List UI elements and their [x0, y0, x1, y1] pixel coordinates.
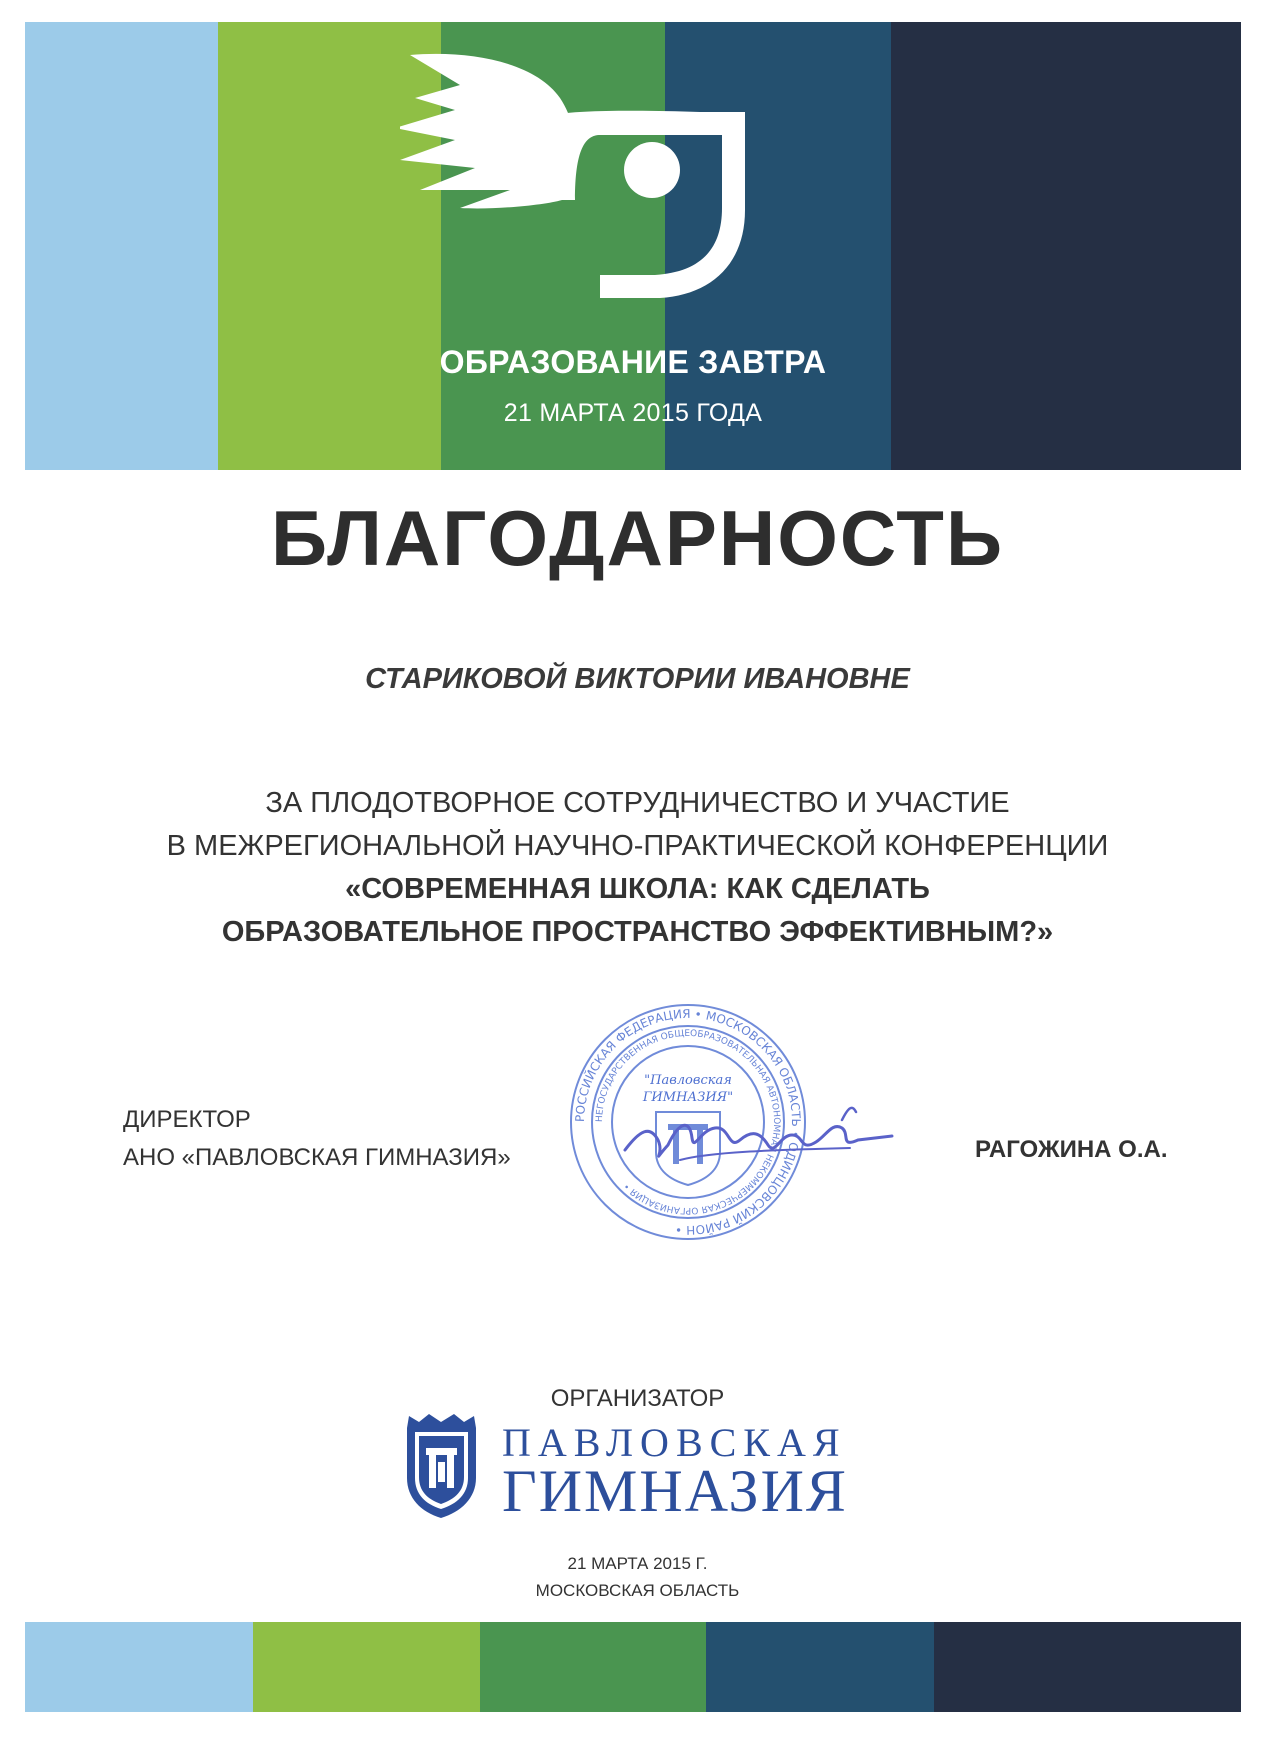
band-stripe-navy — [934, 1622, 1241, 1712]
organizer-name-line: ПАВЛОВСКАЯ — [502, 1420, 847, 1465]
banner-date: 21 МАРТА 2015 ГОДА — [503, 399, 763, 427]
band-stripe-teal — [706, 1622, 934, 1712]
conference-title-line: ОБРАЗОВАТЕЛЬНОЕ ПРОСТРАНСТВО ЭФФЕКТИВНЫМ?» — [221, 916, 1054, 948]
footer-date: 21 МАРТА 2015 Г. — [567, 1554, 708, 1573]
conference-title-line: «СОВРЕМЕННАЯ ШКОЛА: КАК СДЕЛАТЬ — [345, 873, 930, 905]
recipient-name: СТАРИКОВОЙ ВИКТОРИИ ИВАНОВНЕ — [365, 663, 910, 695]
stamp-outer-text: РОССИЙСКАЯ ФЕДЕРАЦИЯ • МОСКОВСКАЯ ОБЛАСТЬ • ОДИНЦОВСКИЙ РАЙОН • — [572, 1006, 804, 1238]
signer-role — [123, 1101, 511, 1177]
bird-logo-icon — [400, 40, 860, 330]
band-stripe-light-blue — [25, 1622, 253, 1712]
signer-role-line: АНО «ПАВЛОВСКАЯ ГИМНАЗИЯ» — [123, 1144, 511, 1171]
reason-line: ЗА ПЛОДОТВОРНОЕ СОТРУДНИЧЕСТВО И УЧАСТИЕ — [265, 787, 1010, 819]
organizer-name-line: ГИМНАЗИЯ — [502, 1458, 848, 1524]
organizer-label: ОРГАНИЗАТОР — [550, 1385, 725, 1412]
band-stripe-green — [480, 1622, 706, 1712]
reason-text — [0, 782, 1275, 954]
stamp-center-line: ГИМНАЗИЯ" — [642, 1090, 734, 1105]
signer-name: РАГОЖИНА О.А. — [975, 1136, 1168, 1163]
stamp-center-line: "Павловская — [644, 1073, 732, 1088]
signer-role-line: ДИРЕКТОР — [123, 1106, 251, 1133]
stamp-inner-text: НЕГОСУДАРСТВЕННАЯ ОБЩЕОБРАЗОВАТЕЛЬНАЯ АВТОНОМНАЯ НЕКОММЕРЧЕСКАЯ ОРГАНИЗАЦИЯ • — [594, 1028, 782, 1216]
reason-line: В МЕЖРЕГИОНАЛЬНОЙ НАУЧНО-ПРАКТИЧЕСКОЙ КОНФЕРЕНЦИИ — [166, 830, 1109, 862]
bottom-color-band — [25, 1622, 1241, 1712]
band-stripe-lime — [253, 1622, 480, 1712]
handwritten-signature — [620, 1090, 900, 1190]
page-title: БЛАГОДАРНОСТЬ — [270, 494, 1005, 582]
gymnasium-crest-icon — [399, 1410, 484, 1522]
footer-place: МОСКОВСКАЯ ОБЛАСТЬ — [535, 1581, 740, 1600]
banner-title: ОБРАЗОВАНИЕ ЗАВТРА — [439, 344, 827, 380]
